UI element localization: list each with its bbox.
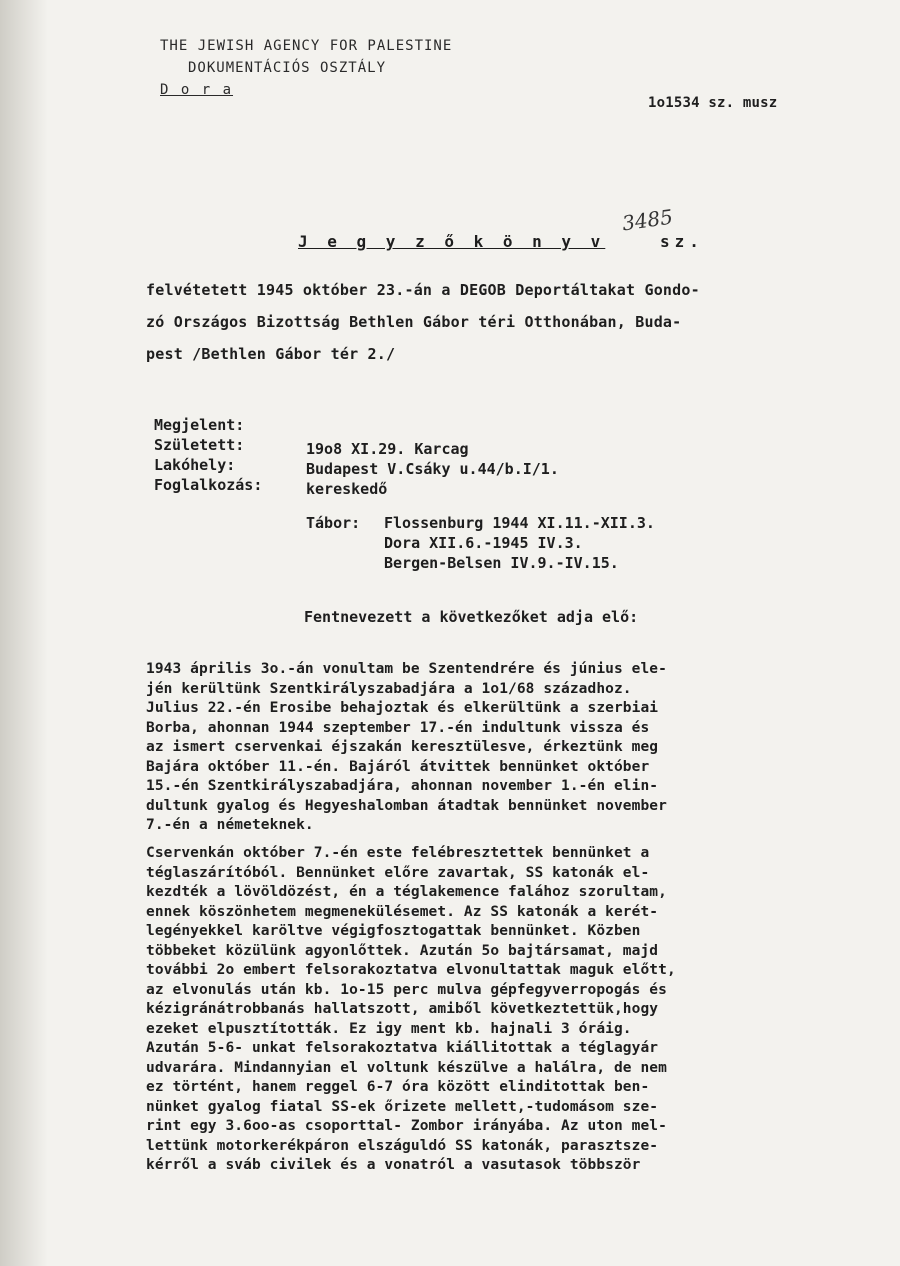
- text-line: Julius 22.-én Erosibe behajoztak és elkerültünk a szerbiai: [146, 700, 659, 716]
- text-line: 1943 április 3o.-án vonultam be Szentendrére és június ele-: [146, 661, 667, 677]
- text-line: az ismert cservenkai éjszakán keresztülesve, érkeztünk meg: [146, 739, 659, 755]
- foglalkozas-value: kereskedő: [306, 480, 388, 498]
- text-line: udvarára. Mindannyian el voltunk készülve a halálra, de nem: [146, 1059, 667, 1076]
- text-line: kezdték a lövöldözést, én a téglakemence falához szorultam,: [146, 884, 667, 900]
- text-line: további 2o embert felsorakoztatva elvonultattak maguk előtt,: [146, 962, 676, 978]
- text-line: lettünk motorkerékpáron elszáguldó SS katonák, parasztsze-: [146, 1137, 659, 1154]
- text-line: kérről a sváb civilek és a vonatról a vasutasok többször: [146, 1157, 641, 1173]
- text-line: legényekkel karöltve végigfosztogattak bennünket. Közben: [146, 923, 641, 939]
- szuletett-label: Született:: [154, 436, 245, 454]
- intro-line: pest /Bethlen Gábor tér 2./: [146, 345, 396, 363]
- text-line: többeket közülünk agyonlőttek. Azután 5o bajtársamat, majd: [146, 942, 659, 959]
- lakohely-label: Lakóhely:: [154, 456, 236, 474]
- megjelent-label: Megjelent:: [154, 416, 245, 434]
- text-line: rint egy 3.6oo-as csoporttal- Zombor irányába. Az uton mel-: [146, 1118, 667, 1134]
- text-line: nünket gyalog fiatal SS-ek őrizete mellett,-tudomásom sze-: [146, 1098, 659, 1115]
- paragraph-2: [146, 844, 826, 1176]
- text-line: Bajára október 11.-én. Bajáról átvittek bennünket október: [146, 758, 650, 775]
- intro-line: zó Országos Bizottság Bethlen Gábor téri Otthonában, Buda-: [146, 313, 682, 331]
- agency-stamp-line2: DOKUMENTÁCIÓS OSZTÁLY: [188, 60, 387, 76]
- camp-line: Dora XII.6.-1945 IV.3.: [384, 534, 583, 552]
- document-title-label: J e g y z ő k ö n y v: [298, 232, 606, 251]
- text-line: Cservenkán október 7.-én este felébresztettek bennünket a: [146, 845, 650, 861]
- text-line: dultunk gyalog és Hegyeshalomban átadtak bennünket november: [146, 797, 667, 814]
- text-line: ez történt, hanem reggel 6-7 óra között elinditottak ben-: [146, 1079, 650, 1095]
- file-number: 1o1534 sz. musz: [648, 95, 778, 111]
- camp-line: Bergen-Belsen IV.9.-IV.15.: [384, 554, 619, 572]
- lakohely-value: Budapest V.Csáky u.44/b.I/1.: [306, 460, 559, 478]
- statement-intro: Fentnevezett a következőket adja elő:: [304, 608, 639, 626]
- agency-stamp-line1: THE JEWISH AGENCY FOR PALESTINE: [160, 38, 453, 54]
- text-line: jén kerültünk Szentkirályszabadjára a 1o1/68 századhoz.: [146, 680, 632, 697]
- text-line: Borba, ahonnan 1944 szeptember 17.-én indultunk vissza és: [146, 719, 650, 736]
- szuletett-value: 19o8 XI.29. Karcag: [306, 440, 469, 458]
- text-line: ennek köszönhetem megmenekülésemet. Az SS katonák a kerét-: [146, 903, 659, 920]
- handwritten-number: 3485: [620, 204, 675, 236]
- text-line: kézigránátrobbanás hallatszott, amiből következtettük,hogy: [146, 1001, 659, 1017]
- document-title-sz: sz.: [659, 232, 704, 251]
- intro-line: felvétetett 1945 október 23.-án a DEGOB Deportáltakat Gondo-: [146, 281, 700, 299]
- text-line: téglaszárítóból. Bennünket előre zavartak, SS katonák el-: [146, 864, 650, 881]
- camp-line: Flossenburg 1944 XI.11.-XII.3.: [384, 514, 655, 532]
- text-line: Azután 5-6- unkat felsorakoztatva kiállitottak a téglagyár: [146, 1040, 659, 1056]
- text-line: 7.-én a németeknek.: [146, 817, 314, 833]
- camps-label: Tábor:: [306, 514, 361, 532]
- foglalkozas-label: Foglalkozás:: [154, 476, 263, 494]
- intro-block: [146, 274, 826, 370]
- camp-tag: D o r a: [160, 82, 234, 98]
- paragraph-1: [146, 660, 826, 836]
- document-title: [298, 232, 704, 251]
- scan-shadow: [0, 0, 48, 1266]
- text-line: 15.-én Szentkirályszabadjára, ahonnan november 1.-én elin-: [146, 778, 659, 794]
- text-line: ezeket elpusztították. Ez igy ment kb. hajnali 3 óráig.: [146, 1020, 632, 1037]
- text-line: az elvonulás után kb. 1o-15 perc mulva gépfegyverropogás és: [146, 981, 667, 998]
